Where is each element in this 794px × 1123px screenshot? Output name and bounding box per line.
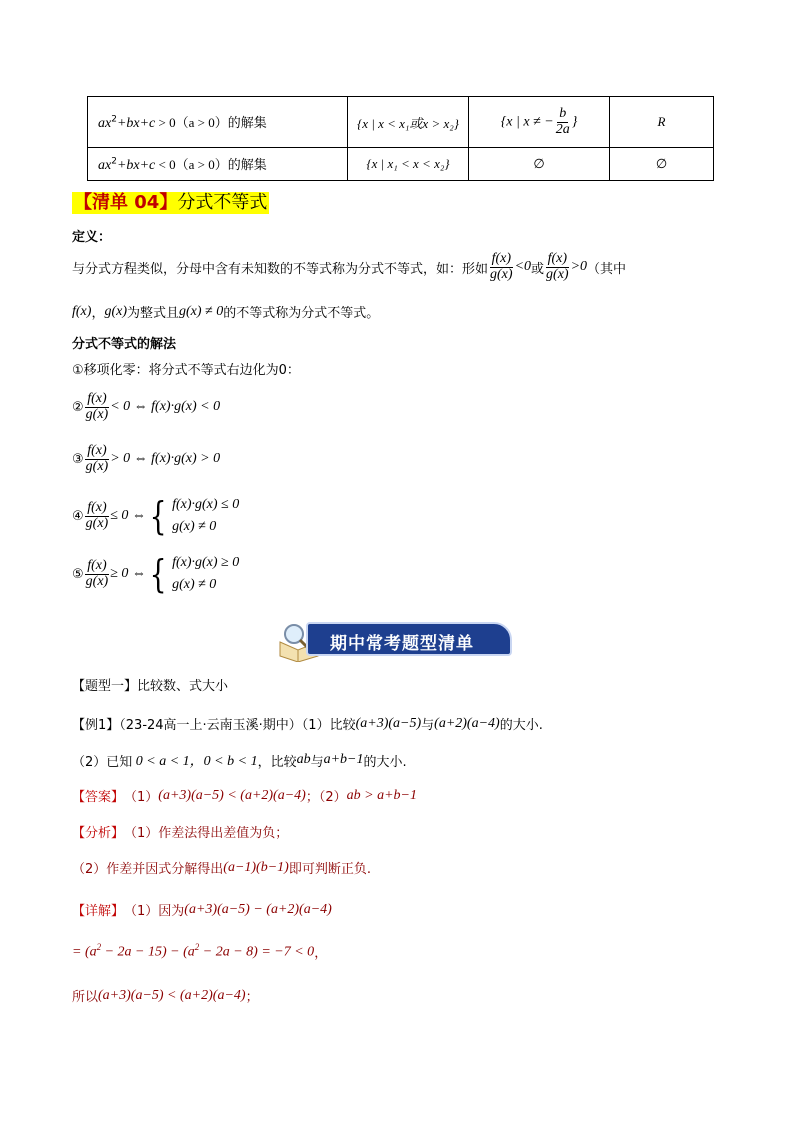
table-cell: $ax^2+bx+c > 0(a > 0)$的解集 bbox=[88, 97, 348, 148]
solution-label: 分式不等式的解法 bbox=[72, 337, 177, 352]
solution-step-3: ③ $\frac{f(x)}{g(x)}$ > 0 ⇔ f(x)·g(x) > 0 bbox=[72, 443, 221, 474]
analysis-line-2: （2）作差并因式分解得出 (a−1)(b−1) 即可判断正负. bbox=[72, 859, 371, 877]
definition-line-1: 与分式方程类似，分母中含有未知数的不等式称为分式不等式，如：形如 $\frac{f(x)}{g(x)}$ <0 或 $\frac{f(x)}{g(x)}$ >0 （其中 bbox=[72, 251, 627, 282]
definition-label: 定义： bbox=[72, 230, 112, 245]
banner-title: 期中常考题型清单 bbox=[330, 634, 474, 654]
solution-step-1: ①移项化零：将分式不等式右边化为0： bbox=[72, 363, 300, 378]
fraction-f-over-g: $\frac{f(x)}{g(x)}$ bbox=[546, 251, 569, 282]
inequality-solution-table bbox=[87, 96, 714, 181]
example-1-part-2: （2）已知 0 < a < 1，0 < b < 1 ，比较 ab 与 a+b−1 的大小. bbox=[72, 752, 407, 770]
table-cell: ∅ bbox=[469, 148, 610, 181]
table-cell: {x | x₁ < x < x₂} bbox=[348, 148, 469, 181]
table-cell: {x | x ≠ − $\frac{b}{2a}$ } bbox=[469, 97, 610, 148]
detail-line-2: = $(a^2 - 2a - 15) - (a^2 - 2a - 8) = -7 < 0$ ， bbox=[72, 942, 328, 961]
example-1-part-1: 【例1】（23-24高一上·云南玉溪·期中）（1）比较 (a+3)(a−5) 与 (a+2)(a−4) 的大小. bbox=[72, 715, 543, 733]
fraction-f-over-g: $\frac{f(x)}{g(x)}$ bbox=[490, 251, 513, 282]
answer-line: 【答案】 （1） (a+3)(a−5) < (a+2)(a−4) ；（2） ab > a+b−1 bbox=[72, 787, 417, 805]
detail-line-3: 所以 (a+3)(a−5) < (a+2)(a−4) ； bbox=[72, 987, 259, 1005]
table-cell: $ax^2+bx+c < 0(a > 0)$的解集 bbox=[88, 148, 348, 181]
analysis-line-1: 【分析】 （1）作差法得出差值为负； bbox=[72, 826, 289, 841]
section-title: 【清单 04】分式不等式 bbox=[74, 192, 268, 213]
section-banner bbox=[276, 618, 516, 662]
table-row bbox=[88, 148, 714, 181]
table-cell: ∅ bbox=[610, 148, 714, 181]
question-type-title: 【题型一】比较数、式大小 bbox=[72, 679, 229, 694]
solution-step-4: ④ $\frac{f(x)}{g(x)}$ ≤ 0 ⇔ { f(x)·g(x) ≤ 0 g(x) ≠ 0 bbox=[72, 494, 240, 538]
detail-line-1: 【详解】 （1）因为 (a+3)(a−5) − (a+2)(a−4) bbox=[72, 901, 332, 919]
table-cell: R bbox=[610, 97, 714, 148]
table-cell: {x | x < x₁或x > x₂} bbox=[348, 97, 469, 148]
solution-step-5: ⑤ $\frac{f(x)}{g(x)}$ ≥ 0 ⇔ { f(x)·g(x) ≥ 0 g(x) ≠ 0 bbox=[72, 552, 240, 596]
solution-step-2: ② $\frac{f(x)}{g(x)}$ < 0 ⇔ f(x)·g(x) < 0 bbox=[72, 391, 221, 422]
definition-line-2: f(x) ， g(x) 为整式且 g(x) ≠ 0 的不等式称为分式不等式。 bbox=[72, 303, 380, 321]
table-row bbox=[88, 97, 714, 148]
